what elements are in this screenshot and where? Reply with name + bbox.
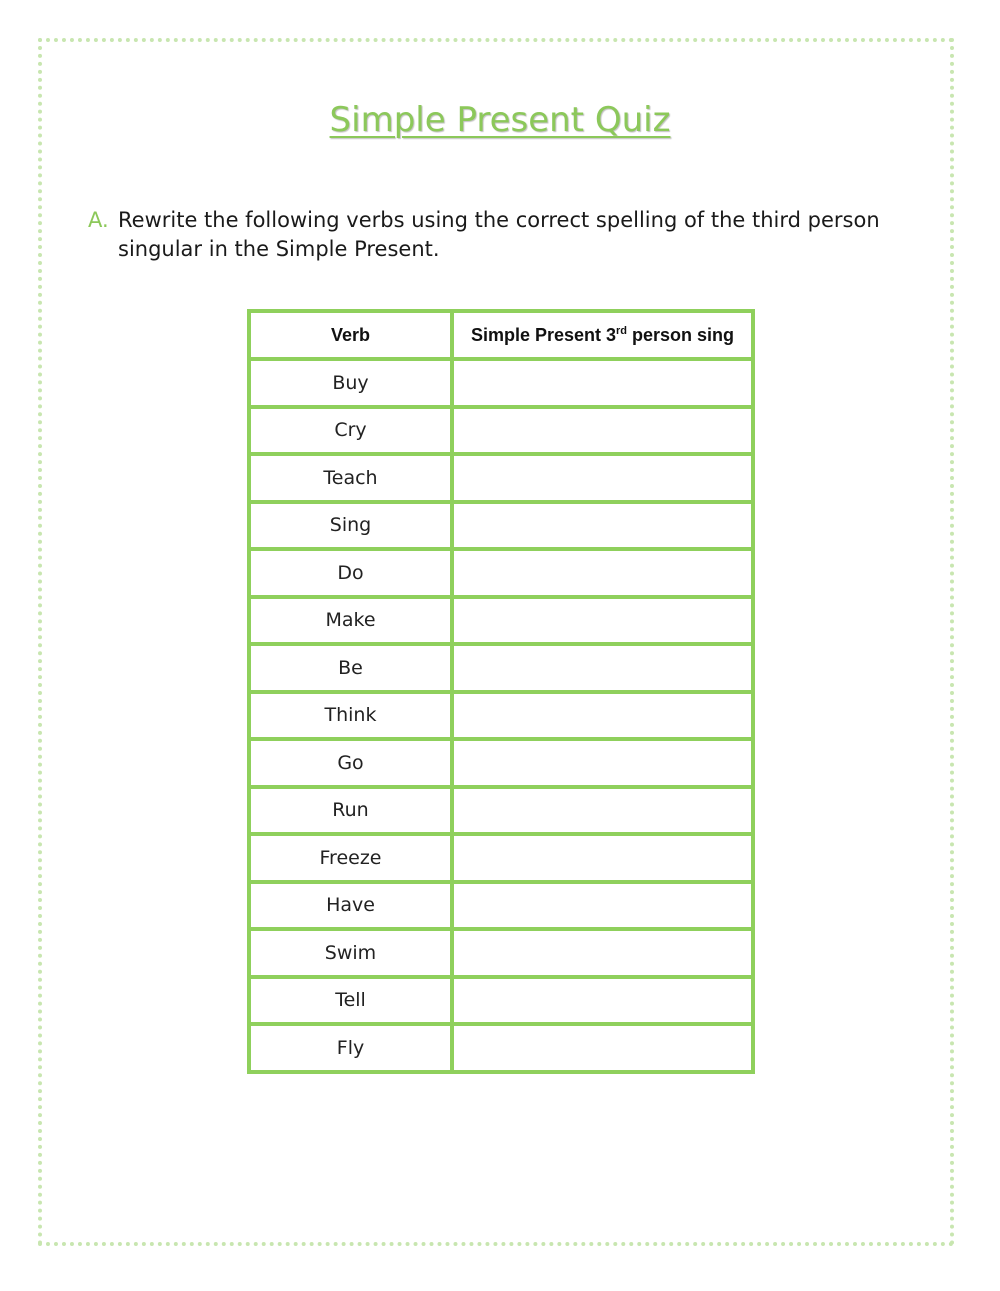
verb-cell: Teach bbox=[249, 454, 452, 502]
answer-cell[interactable] bbox=[452, 882, 753, 930]
answer-cell[interactable] bbox=[452, 359, 753, 407]
table-row bbox=[249, 692, 753, 740]
verb-cell: Go bbox=[249, 739, 452, 787]
verb-cell: Swim bbox=[249, 929, 452, 977]
table-row bbox=[249, 597, 753, 645]
answer-cell[interactable] bbox=[452, 929, 753, 977]
answer-cell[interactable] bbox=[452, 407, 753, 455]
answer-cell[interactable] bbox=[452, 454, 753, 502]
instruction-text: Rewrite the following verbs using the correct spelling of the third person singular in the Simple Present. bbox=[118, 208, 880, 261]
verb-cell: Make bbox=[249, 597, 452, 645]
answer-cell[interactable] bbox=[452, 834, 753, 882]
table-row bbox=[249, 1024, 753, 1072]
table-row bbox=[249, 549, 753, 597]
table-row bbox=[249, 834, 753, 882]
header-answer-sup: rd bbox=[616, 324, 628, 337]
verb-cell: Be bbox=[249, 644, 452, 692]
table-row bbox=[249, 787, 753, 835]
table-row bbox=[249, 407, 753, 455]
table-header-row bbox=[249, 311, 753, 359]
header-answer-suffix: person sing bbox=[627, 324, 735, 345]
answer-cell[interactable] bbox=[452, 692, 753, 740]
table-row bbox=[249, 882, 753, 930]
answer-cell[interactable] bbox=[452, 739, 753, 787]
instruction-section-a bbox=[88, 206, 908, 264]
answer-cell[interactable] bbox=[452, 1024, 753, 1072]
answer-cell[interactable] bbox=[452, 549, 753, 597]
table-row bbox=[249, 929, 753, 977]
verb-cell: Do bbox=[249, 549, 452, 597]
header-answer-prefix: Simple Present 3 bbox=[470, 324, 617, 345]
page-title: Simple Present Quiz bbox=[329, 100, 671, 140]
verb-cell: Freeze bbox=[249, 834, 452, 882]
answer-cell[interactable] bbox=[452, 977, 753, 1025]
table-row bbox=[249, 977, 753, 1025]
header-verb: Verb bbox=[249, 311, 452, 359]
verb-cell: Sing bbox=[249, 502, 452, 550]
verb-cell: Tell bbox=[249, 977, 452, 1025]
verb-cell: Have bbox=[249, 882, 452, 930]
verb-cell: Fly bbox=[249, 1024, 452, 1072]
verb-cell: Buy bbox=[249, 359, 452, 407]
table-row bbox=[249, 739, 753, 787]
answer-cell[interactable] bbox=[452, 644, 753, 692]
table-row bbox=[249, 644, 753, 692]
answer-cell[interactable] bbox=[452, 502, 753, 550]
verb-cell: Cry bbox=[249, 407, 452, 455]
answer-cell[interactable] bbox=[452, 597, 753, 645]
answer-cell[interactable] bbox=[452, 787, 753, 835]
table-row bbox=[249, 454, 753, 502]
table-row bbox=[249, 359, 753, 407]
header-answer bbox=[452, 311, 753, 359]
table-row bbox=[249, 502, 753, 550]
section-marker: A. bbox=[88, 208, 109, 232]
verb-table bbox=[247, 309, 755, 1074]
verb-cell: Think bbox=[249, 692, 452, 740]
verb-cell: Run bbox=[249, 787, 452, 835]
